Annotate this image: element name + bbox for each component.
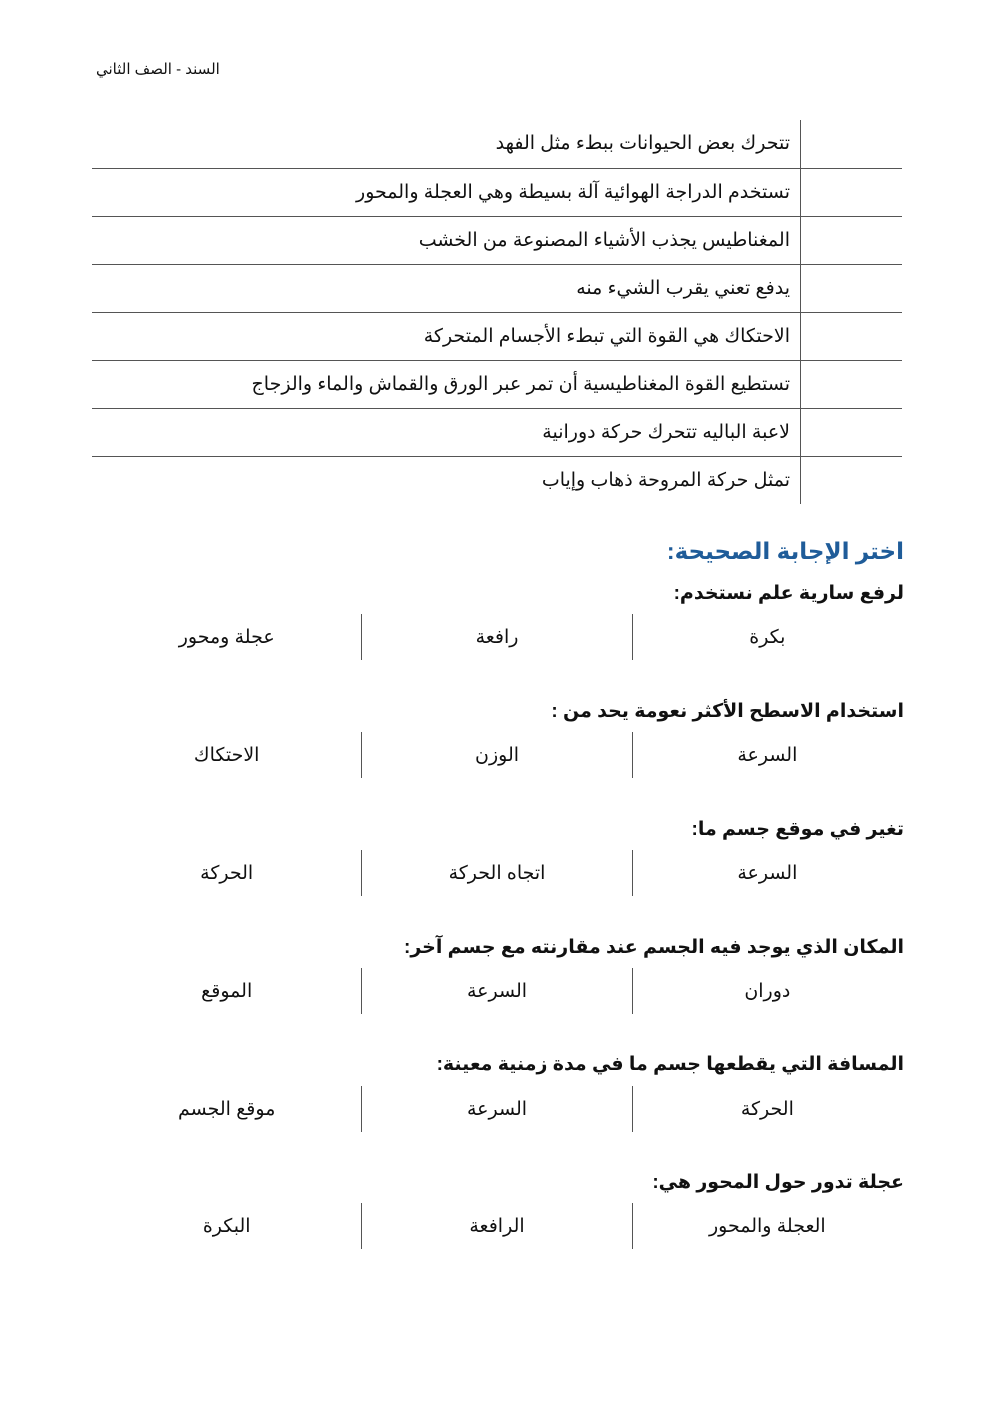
option[interactable]: البكرة (92, 1203, 362, 1249)
option[interactable]: السرعة (362, 1086, 632, 1132)
statement-text: يدفع تعني يقرب الشيء منه (92, 264, 801, 312)
option[interactable]: اتجاه الحركة (362, 850, 632, 896)
question-text: استخدام الاسطح الأكثر نعومة يحد من : (551, 701, 904, 722)
options-row (92, 850, 902, 896)
option[interactable]: الوزن (362, 732, 632, 778)
options-row (92, 732, 902, 778)
question-text: تغير في موقع جسم ما: (691, 819, 904, 840)
question-text: المسافة التي يقطعها جسم ما في مدة زمنية معينة: (436, 1054, 904, 1075)
table-row (92, 312, 902, 360)
options-row (92, 1203, 902, 1249)
statement-text: تتحرك بعض الحيوانات ببطء مثل الفهد (92, 120, 801, 168)
statement-text: الاحتكاك هي القوة التي تبطء الأجسام المتحركة (92, 312, 801, 360)
table-row (92, 456, 902, 504)
options-row (92, 968, 902, 1014)
question-text: عجلة تدور حول المحور هي: (652, 1172, 904, 1193)
question-text: لرفع سارية علم نستخدم: (673, 583, 904, 604)
answer-box[interactable] (801, 120, 903, 168)
option[interactable]: السرعة (737, 744, 798, 766)
page-header: السند - الصف الثاني (96, 61, 220, 78)
option[interactable]: الموقع (92, 968, 362, 1014)
answer-box[interactable] (801, 216, 903, 264)
section-title: اختر الإجابة الصحيحة: (666, 538, 904, 564)
table-row (92, 360, 902, 408)
option[interactable]: السرعة (362, 968, 632, 1014)
options-row (92, 1086, 902, 1132)
answer-box[interactable] (801, 360, 903, 408)
option[interactable]: الاحتكاك (92, 732, 362, 778)
answer-box[interactable] (801, 408, 903, 456)
table-row (92, 264, 902, 312)
option[interactable]: السرعة (737, 862, 798, 884)
true-false-table (92, 120, 902, 504)
option[interactable]: الحركة (92, 850, 362, 896)
statement-text: تستخدم الدراجة الهوائية آلة بسيطة وهي العجلة والمحور (92, 168, 801, 216)
option[interactable]: عجلة ومحور (92, 614, 362, 660)
answer-box[interactable] (801, 456, 903, 504)
statement-text: تمثل حركة المروحة ذهاب وإياب (541, 469, 790, 491)
answer-box[interactable] (801, 168, 903, 216)
table-row (92, 408, 902, 456)
table-row (92, 168, 902, 216)
table-row (92, 120, 902, 168)
statement-text: المغناطيس يجذب الأشياء المصنوعة من الخشب (92, 216, 801, 264)
option[interactable]: الرافعة (362, 1203, 632, 1249)
option[interactable]: الحركة (740, 1098, 794, 1120)
option[interactable]: دوران (744, 980, 791, 1002)
question-text: المكان الذي يوجد فيه الجسم عند مقارنته مع جسم آخر: (404, 937, 904, 958)
answer-box[interactable] (801, 264, 903, 312)
option[interactable]: موقع الجسم (92, 1086, 362, 1132)
table-row (92, 216, 902, 264)
option[interactable]: رافعة (362, 614, 632, 660)
statement-text: تستطيع القوة المغناطيسية أن تمر عبر الورق والقماش والماء والزجاج (92, 360, 801, 408)
statement-text: لاعبة الباليه تتحرك حركة دورانية (92, 408, 801, 456)
options-row (92, 614, 902, 660)
option[interactable]: بكرة (749, 626, 786, 648)
option[interactable]: العجلة والمحور (708, 1215, 826, 1237)
answer-box[interactable] (801, 312, 903, 360)
